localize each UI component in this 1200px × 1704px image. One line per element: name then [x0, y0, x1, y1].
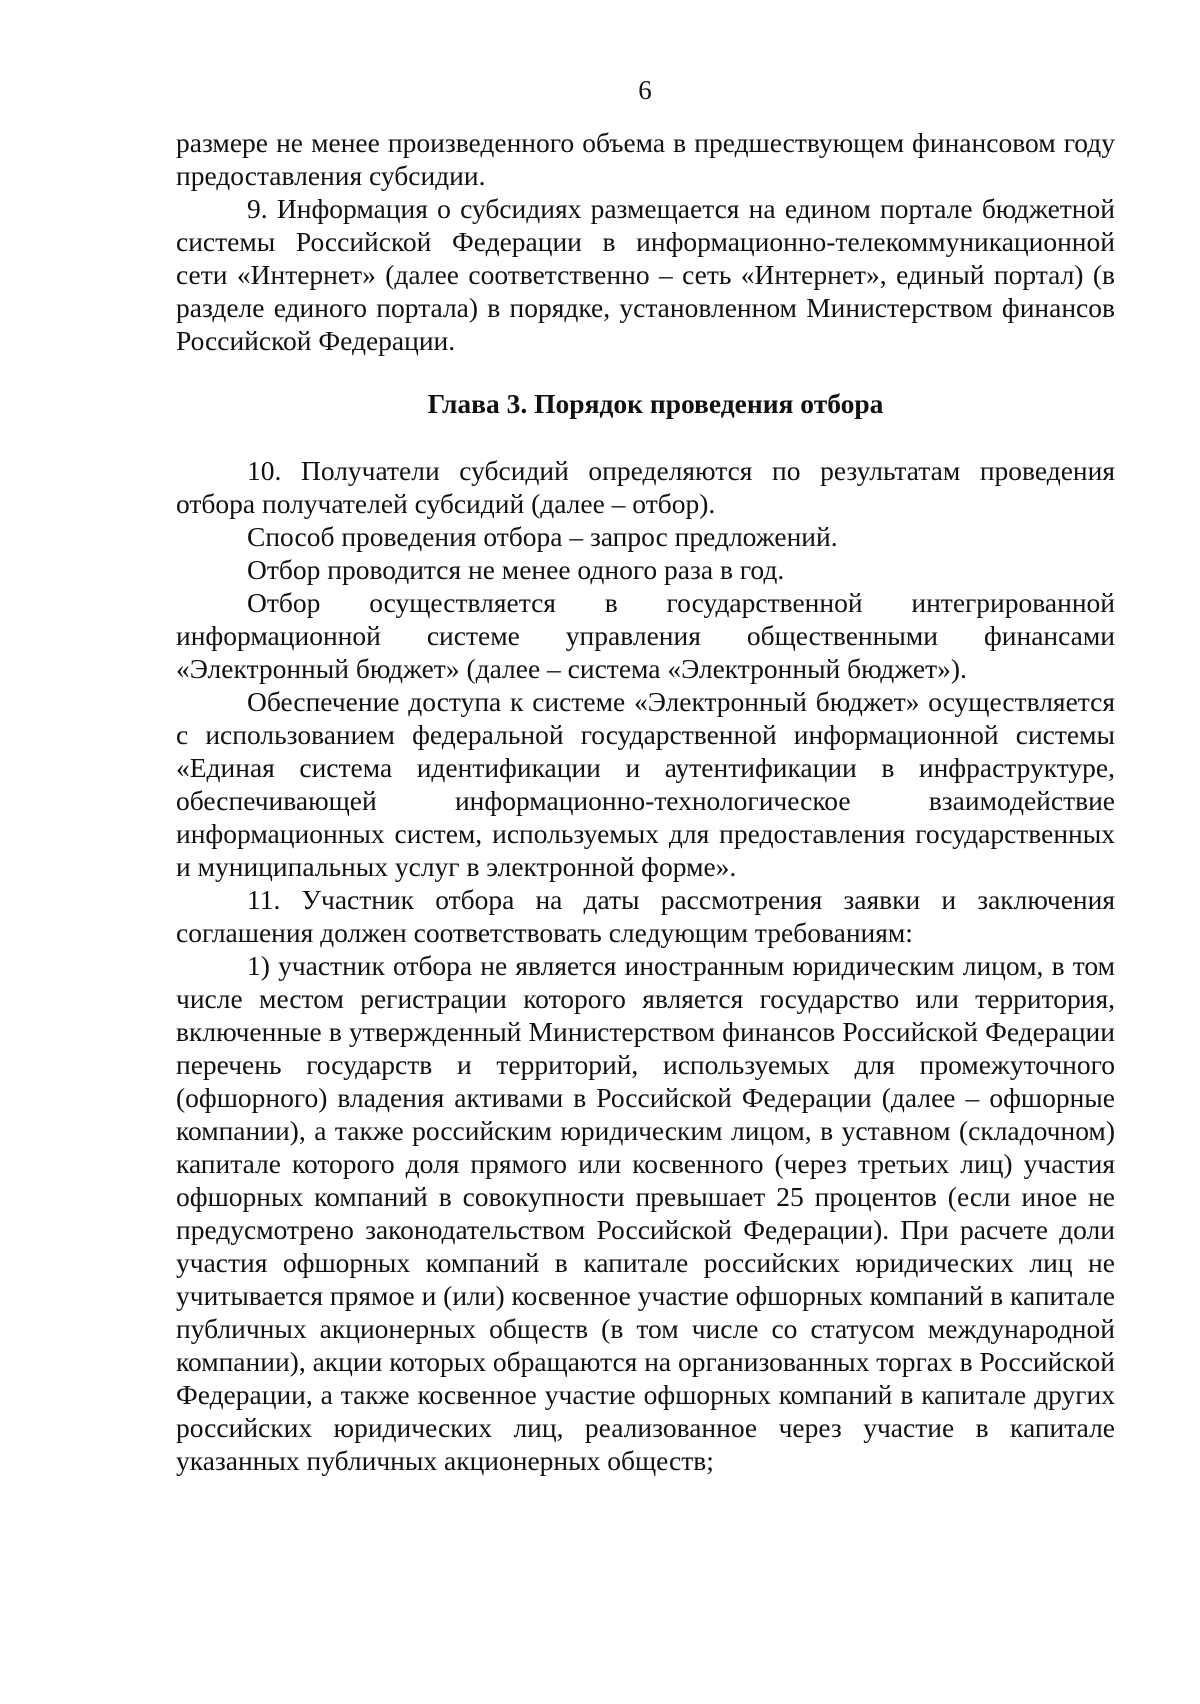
paragraph-selection-frequency: Отбор проводится не менее одного раза в год.: [247, 554, 785, 585]
paragraph-item-10: 10. Получатели субсидий определяются по результатам проведения отбора получателей субсидий (далее – отбор).: [176, 455, 1115, 519]
page-number: 6: [638, 75, 652, 105]
paragraph-item-9: 9. Информация о субсидиях размещается на едином портале бюджетной системы Российской Федерации в информационно-телекоммуникационной сети «Интернет» (далее соответственно – сеть «Интернет», единый портал) (в разделе единого портала) в порядке, установленном Министерством финансов Российской Федерации.: [176, 193, 1115, 356]
paragraph-selection-method: Способ проведения отбора – запрос предложений.: [247, 521, 838, 552]
paragraph-system-access: Обеспечение доступа к системе «Электронный бюджет» осуществляется с использованием федеральной государственной информационной системы «Единая система идентификации и аутентификации в инфраструктуре, обеспечивающей информационно-технологическое взаимодействие информационных систем, используемых для предоставления государственных и муниципальных услуг в электронной форме».: [176, 686, 1115, 882]
paragraph-requirement-1: 1) участник отбора не является иностранным юридическим лицом, в том числе местом регистрации которого является государство или территория, включенные в утвержденный Министерством финансов Российской Федерации перечень государств и территорий, используемых для промежуточного (офшорного) владения активами в Российской Федерации (далее – офшорные компании), а также российским юридическим лицом, в уставном (складочном) капитале которого доля прямого или косвенного (через третьих лиц) участия офшорных компаний в совокупности превышает 25 процентов (если иное не предусмотрено законодательством Российской Федерации). При расчете доли участия офшорных компаний в капитале российских юридических лиц не учитывается прямое и (или) косвенное участие офшорных компаний в капитале публичных акционерных обществ (в том числе со статусом международной компании), акции которых обращаются на организованных торгах в Российской Федерации, а также косвенное участие офшорных компаний в капитале других российских юридических лиц, реализованное через участие в капитале указанных публичных акционерных обществ;: [176, 950, 1115, 1476]
paragraph-continuation: размере не менее произведенного объема в предшествующем финансовом году предоставления субсидии.: [176, 127, 1115, 191]
paragraph-item-11: 11. Участник отбора на даты рассмотрения заявки и заключения соглашения должен соответствовать следующим требованиям:: [176, 884, 1115, 948]
document-body: [176, 126, 1115, 1477]
paragraph-selection-system: Отбор осуществляется в государственной интегрированной информационной системе управления общественными финансами «Электронный бюджет» (далее – система «Электронный бюджет»).: [176, 587, 1115, 684]
chapter-heading: Глава 3. Порядок проведения отбора: [427, 388, 884, 419]
